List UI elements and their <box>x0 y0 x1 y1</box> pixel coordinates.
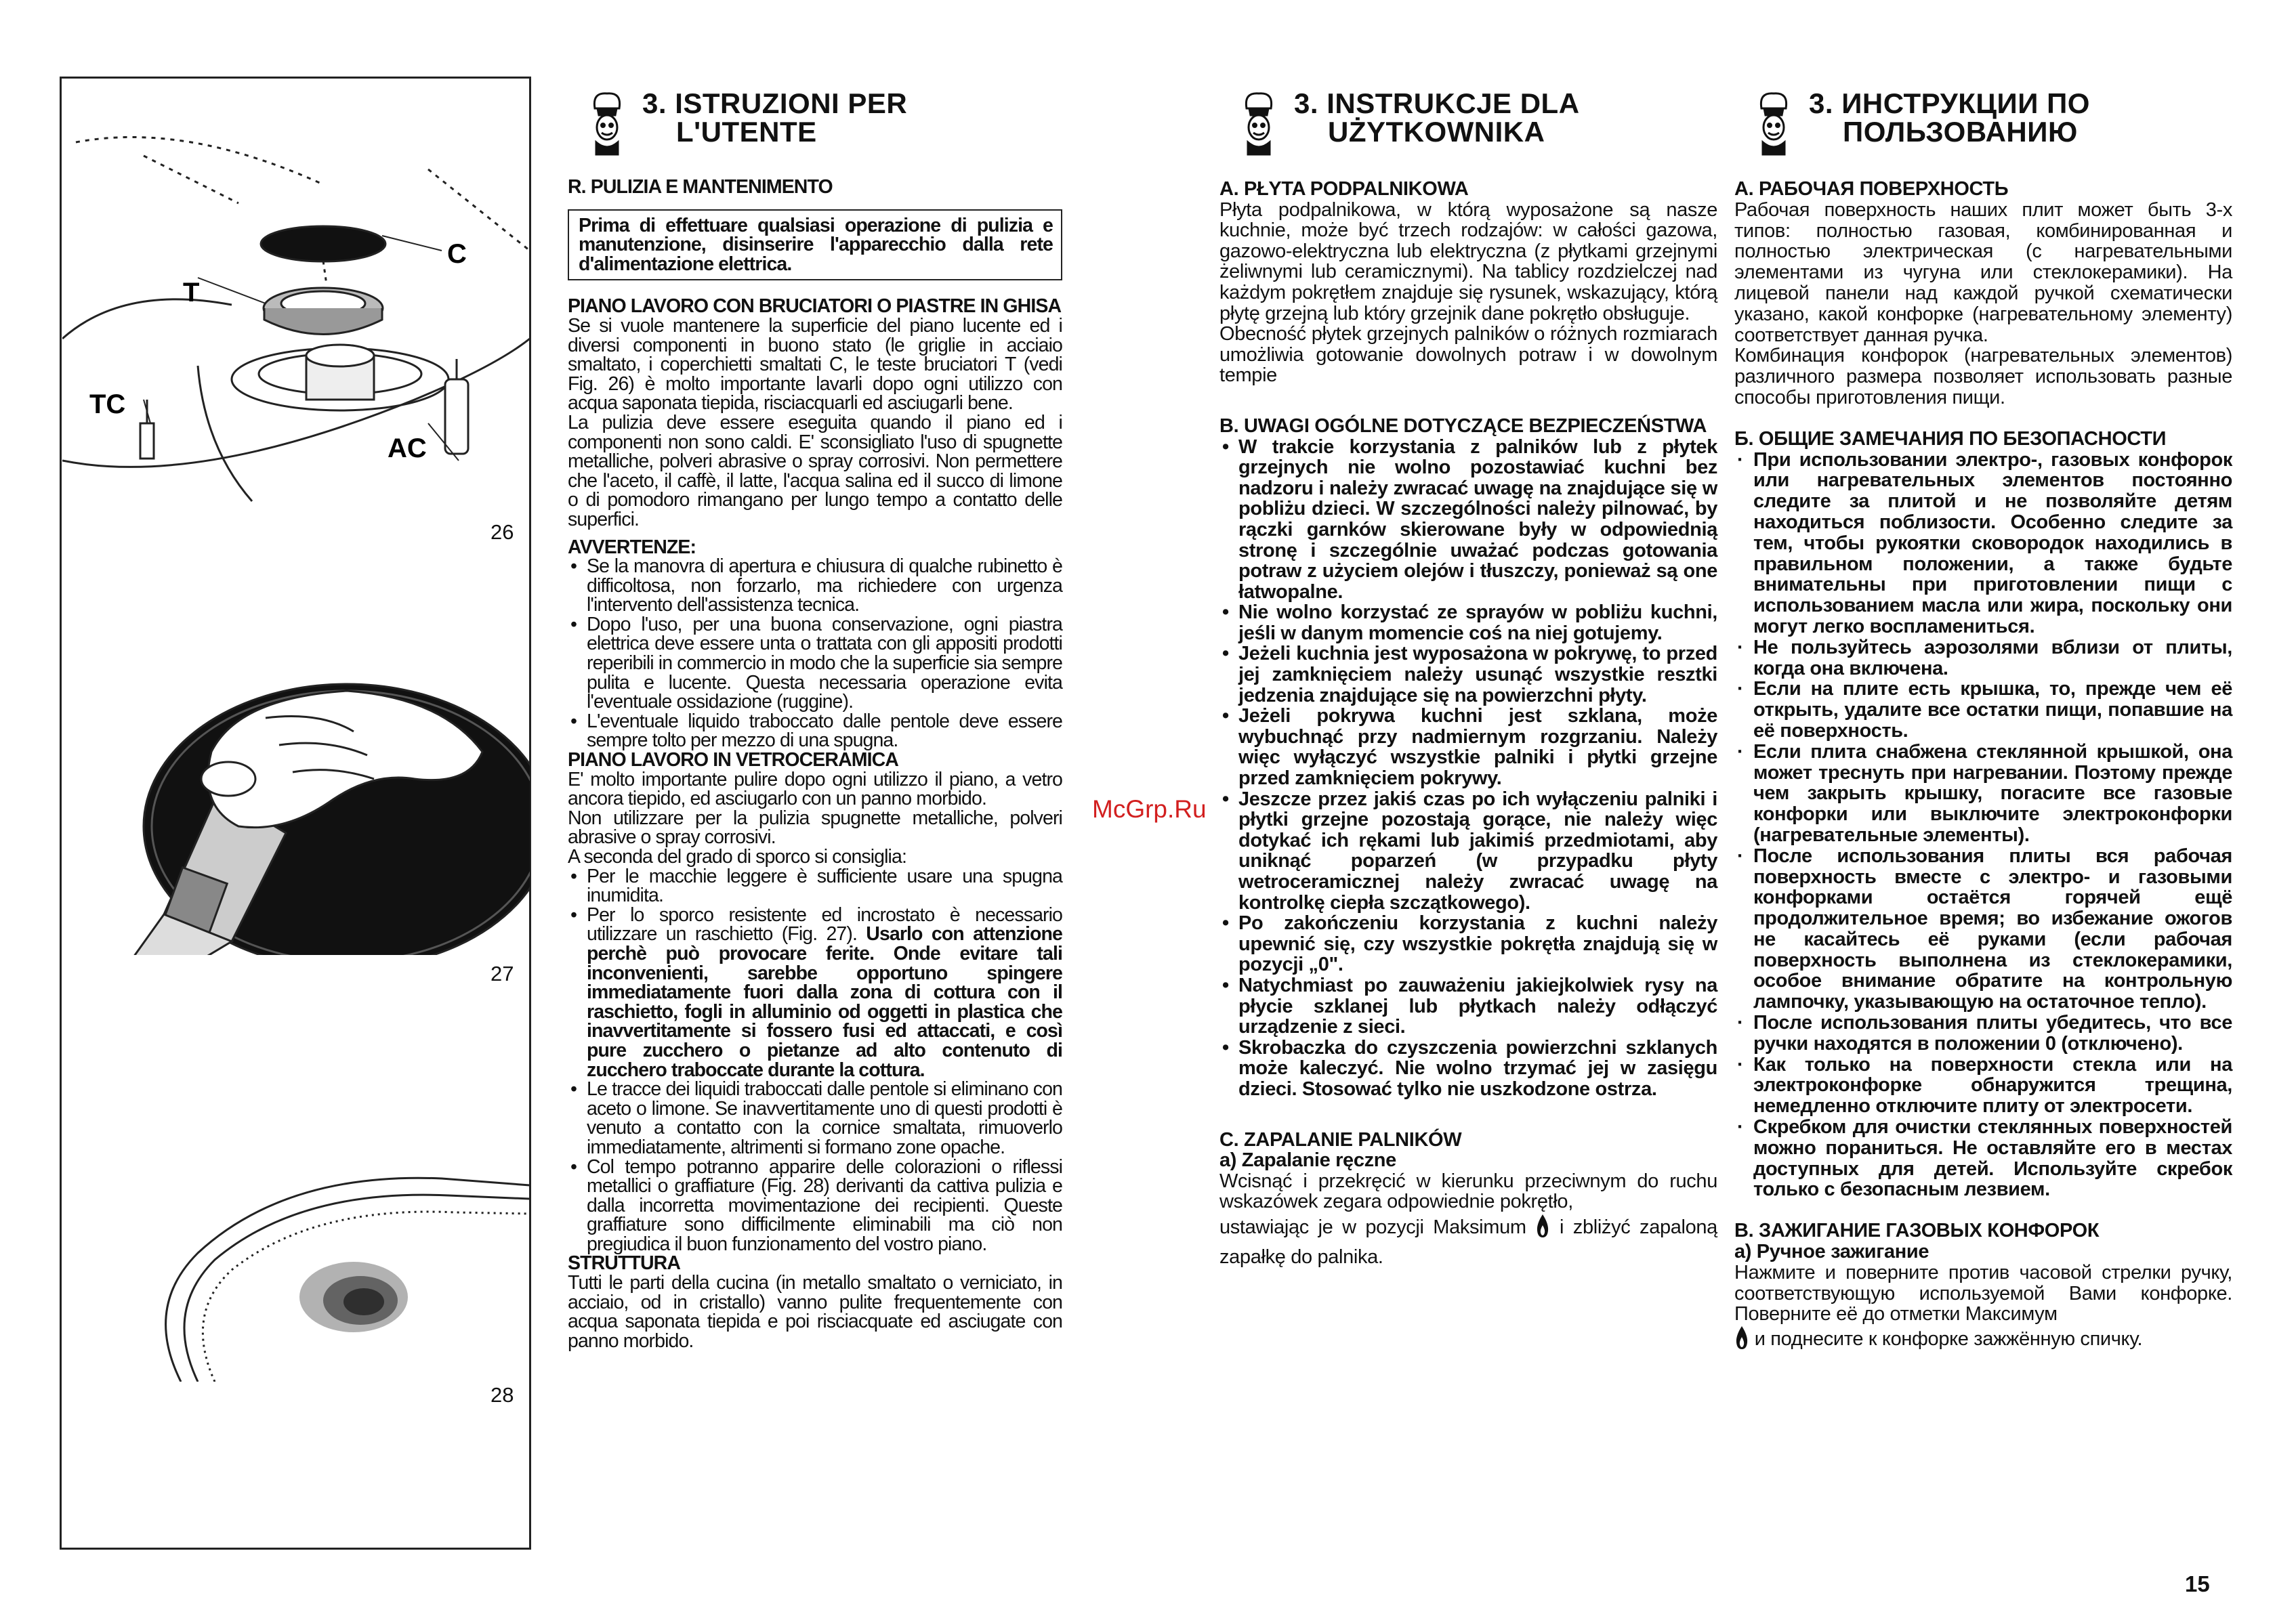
italian-warnings-list <box>568 557 1062 750</box>
polish-section-a: A. PŁYTA PODPALNIKOWA <box>1219 178 1469 200</box>
list-item: • W trakcie korzystania z palników lub z płytek grzejnych nie wolno pozostawiać kuchni bez nadzoru i należy zwracać uwagę na znajdujące się w pobliżu dzieci. W szczególności należy pilnować, by rączki garnków skierowane były w odpowiednią stronę i szczególnie uważać podczas gotowania potraw z użyciem olejów i tłuszczy, ponieważ są one łatwopalne. <box>1219 437 1717 603</box>
chef-icon <box>587 88 627 156</box>
italian-title-line2: L'UTENTE <box>676 116 817 148</box>
polish-paragraph-c1: Wcisnąć i przekręcić w kierunku przeciwnym do ruchu wskazówek zegara odpowiednie pokrętło, <box>1219 1170 1717 1213</box>
figure-28-number: 28 <box>490 1383 514 1407</box>
russian-title-line1: 3. ИНСТРУКЦИИ ПО <box>1809 87 2090 119</box>
italian-subheading-glass: PIANO LAVORO IN VETROCERAMICA <box>568 749 898 771</box>
italian-warning-box: Prima di effettuare qualsiasi operazione di pulizia e manutenzione, disinserire l'apparecchio dalla rete d'alimentazione elettrica. <box>568 209 1062 281</box>
figure-28 <box>62 1158 530 1382</box>
russian-subheading-manual: а) Ручное зажигание <box>1734 1241 1929 1263</box>
russian-section-b: Б. ОБЩИЕ ЗАМЕЧАНИЯ ПО БЕЗОПАСНОСТИ <box>1734 427 2167 450</box>
italian-paragraph-1: Se si vuole mantenere la superficie del piano lucente ed i diversi componenti in buono stato (le griglie in acciaio smaltato, i coperchietti smaltati C, le teste bruciatori T (vedi Fig. 26) è molto importante lavarli dopo ogni utilizzo con acqua saponata tiepida, risciacquarli ed asciugarli bene. <box>568 314 1062 415</box>
polish-title-line1: 3. INSTRUKCJE DLA <box>1294 87 1580 119</box>
list-item: • Skrobaczka do czyszczenia powierzchni szklanych może kaleczyć. Nie wolno trzymać jej w zasięgu dzieci. Stosować tylko nie uszkodzone ostrza. <box>1219 1038 1717 1100</box>
russian-paragraph-c1: Нажмите и поверните против часовой стрелки ручку, соответствующую используемой Вами конфорке. Поверните её до отметки Максимум <box>1734 1261 2232 1325</box>
polish-column <box>1219 88 1717 1272</box>
list-item: • Po zakończeniu korzystania z kuchni należy upewnić się, czy wszystkie pokrętła znajdują się w pozycji „0". <box>1219 913 1717 975</box>
list-item <box>568 906 1062 1080</box>
tip-2-warning: Usarlo con attenzione perchè può provocare ferite. Onde evitare tali inconvenienti, sarebbe opportuno spingere immediatamente fuori dalla zona di cottura con il raschietto, fogli in alluminio od oggetti in plastica che inavvertitamente si fossero fusi ed attaccati, e così pure zucchero o pietanze ad alto contenuto di zucchero traboccate durante la cottura. <box>587 923 1062 1081</box>
polish-title-line2: UŻYTKOWNIKA <box>1328 116 1545 148</box>
russian-title <box>1809 89 2090 146</box>
russian-c2-text: и поднесите к конфорке зажжённую спичку. <box>1754 1328 2143 1351</box>
russian-section-a: А. РАБОЧАЯ ПОВЕРХНОСТЬ <box>1734 178 2009 200</box>
russian-header <box>1734 88 2232 169</box>
list-item: • Nie wolno korzystać ze sprayów w pobliżu kuchni, jeśli w danym momencie coś na niej gotujemy. <box>1219 602 1717 643</box>
list-item: · Если на плите есть крышка, то, прежде чем её открыть, удалите все остатки пищи, попавшие на её поверхность. <box>1734 679 2232 741</box>
list-item: • Jeżeli kuchnia jest wyposażona w pokrywę, to przed jej zamknięciem należy usunąć wszystkie resztki jedzenia znajdujące się na powierzchni płyty. <box>1219 643 1717 706</box>
polish-paragraph-b: Obecność płytek grzejnych palników o różnych rozmiarach umożliwia gotowanie dowolnych potraw i w dowolnym tempie <box>1219 323 1717 387</box>
italian-paragraph-2: La pulizia deve essere eseguita quando il piano ed i componenti non sono caldi. E' sconsigliato l'uso di spugnette metalliche, polveri abrasive o spray corrosivi. Non permettere che l'aceto, il caffè, il latte, l'acqua salina ed il succo di limone o di pomodoro rimangano per lungo tempo a contatto delle superfici. <box>568 411 1062 530</box>
polish-subheading-manual: a) Zapalanie ręczne <box>1219 1149 1396 1172</box>
russian-safety-list <box>1734 450 2232 1201</box>
russian-paragraph-b: Комбинация конфорок (нагревательных элементов) различного размера позволяет использовать разные способы приготовления пищи. <box>1734 345 2232 408</box>
list-item: • Se la manovra di apertura e chiusura di qualche rubinetto è difficoltosa, non forzarlo, ma richiedere con urgenza l'intervento dell'assistenza tecnica. <box>568 557 1062 615</box>
glass-hob-illustration <box>62 1158 530 1382</box>
burner-illustration <box>62 81 530 528</box>
italian-section-r: R. PULIZIA E MANTENIMENTO <box>568 176 833 198</box>
russian-section-c: В. ЗАЖИГАНИЕ ГАЗОВЫХ КОНФОРОК <box>1734 1220 2100 1242</box>
page-number: 15 <box>2185 1571 2210 1596</box>
figure-26 <box>62 81 530 528</box>
list-item: · Как только на поверхности стекла или на электроконфорке обнаружится трещина, немедленно отключите плиту от электросети. <box>1734 1055 2232 1117</box>
italian-subheading-warnings: AVVERTENZE: <box>568 536 696 558</box>
list-item: • Jeżeli pokrywa kuchni jest szklana, może wybuchnąć przy nadmiernym rozgrzaniu. Należy więc wyłączyć wszystkie palniki i płytki grzejne przed zamknięciem pokrywy. <box>1219 706 1717 788</box>
italian-title-line1: 3. ISTRUZIONI PER <box>642 87 908 119</box>
russian-paragraph-a: Рабочая поверхность наших плит может быть 3-х типов: полностью газовая, комбинированная и полностью электрическая (с нагревательными элементами из чугуна или стеклокерамики). На лицевой панели над каждой ручкой схематически указано, какой конфорке (нагревательному элементу) соответствует данная ручка. <box>1734 198 2232 346</box>
watermark: McGrp.Ru <box>1092 795 1207 823</box>
flame-icon <box>1734 1325 1749 1351</box>
italian-paragraph-5: A seconda del grado di sporco si consiglia: <box>568 846 906 868</box>
figure-27 <box>62 671 530 955</box>
polish-title <box>1294 89 1580 146</box>
italian-title <box>642 89 907 146</box>
chef-icon <box>1753 88 1794 156</box>
polish-section-b: B. UWAGI OGÓLNE DOTYCZĄCE BEZPIECZEŃSTWA <box>1219 415 1707 437</box>
list-item: • Dopo l'uso, per una buona conservazione, ogni piastra elettrica deve essere unta o trattata con gli appositi prodotti reperibili in commercio in modo che la superficie sia sempre pulita e lucente. Questa necessaria operazione evita l'eventuale ossidazione (ruggine). <box>568 615 1062 712</box>
label-t: T <box>183 278 200 307</box>
list-item: · Скребком для очистки стеклянных поверхностей можно пораниться. Не оставляйте его в местах доступных для детей. Используйте скребок только с безопасным лезвием. <box>1734 1117 2232 1200</box>
list-item: • Jeszcze przez jakiś czas po ich wyłączeniu palniki i płytki grzejne pozostają gorące, nie należy więc dotykać ich rękami lub jakimiś przedmiotami, aby uniknąć poparzeń (w przypadku płyty wetroceramicznej należy zwracać uwagę na kontrolkę ciepła szczątkowego). <box>1219 789 1717 914</box>
polish-c2-text-a: ustawiając je w pozycji Maksimum <box>1219 1216 1526 1238</box>
figure-27-number: 27 <box>490 962 514 985</box>
polish-safety-list <box>1219 437 1717 1100</box>
figure-26-number: 26 <box>490 520 514 544</box>
italian-tips-list <box>568 867 1062 1254</box>
russian-title-line2: ПОЛЬЗОВАНИЮ <box>1843 116 2078 148</box>
italian-paragraph-3: E' molto importante pulire dopo ogni utilizzo il piano, a vetro ancora tiepido, ed asciugarlo con un panno morbido. <box>568 768 1062 810</box>
list-item: · Не пользуйтесь аэрозолями вблизи от плиты, когда она включена. <box>1734 637 2232 679</box>
scraper-illustration <box>62 671 530 955</box>
list-item: • Col tempo potranno apparire delle colorazioni o riflessi metallici o graffiature (Fig. 28) derivanti da cattiva pulizia e dalla incorretta movimentazione dei recipienti. Queste graffiature sono difficilmente eliminabili ma ciò non pregiudica il buon funzionamento del vostro piano. <box>568 1158 1062 1254</box>
label-ac: AC <box>388 433 427 463</box>
list-item: • Per le macchie leggere è sufficiente usare una spugna inumidita. <box>568 867 1062 906</box>
list-item: • Natychmiast po zauważeniu jakiejkolwiek rysy na płycie szklanej lub płytkach należy odłączyć urządzenie z sieci. <box>1219 975 1717 1038</box>
italian-column <box>568 88 1062 1351</box>
polish-header <box>1219 88 1717 169</box>
label-c: C <box>447 239 467 269</box>
label-tc: TC <box>89 389 126 419</box>
flame-icon <box>1535 1213 1550 1239</box>
polish-paragraph-a: Płyta podpalnikowa, w którą wyposażone są nasze kuchnie, może być trzech rodzajów: w całości gazowa, gazowo-elektryczna lub elektryczna (z płytkami grzejnymi żeliwnymi lub ceramicznymi). Na tablicy rozdzielczej nad każdym pokrętłem znajduje się rysunek, wskazujący, którą płytę grzejną lub który grzejnik dane pokrętło obsługuje. <box>1219 198 1717 324</box>
italian-subheading-cast-iron: PIANO LAVORO CON BRUCIATORI O PIASTRE IN GHISA <box>568 295 1062 318</box>
polish-c2-text-b: i zbliżyć zapaloną zapałkę do palnika. <box>1219 1216 1717 1268</box>
list-item: · Если плита снабжена стеклянной крышкой, она может треснуть при нагревании. Поэтому прежде чем закрыть крышку, погасите все газовые конфорки или выключите электроконфорки (нагревательные элементы). <box>1734 742 2232 846</box>
list-item: · После использования плиты убедитесь, что все ручки находятся в положении 0 (отключено). <box>1734 1013 2232 1055</box>
list-item: · При использовании электро-, газовых конфорок или нагревательных элементов постоянно следите за плитой и не позволяйте детям находиться поблизости. Особенно следите за тем, чтобы рукоятки сковородок находились в правильном положении, а также будьте внимательны при приготовлении пищи с использованием масла или жира, поскольку они могут легко воспламениться. <box>1734 450 2232 637</box>
italian-header <box>568 88 1062 169</box>
italian-paragraph-4: Non utilizzare per la pulizia spugnette metalliche, polveri abrasive o spray corrosivi. <box>568 807 1062 849</box>
italian-paragraph-6: Tutti le parti della cucina (in metallo smaltato o verniciato, in acciaio, od in cristallo) vanno pulite frequentemente con acqua saponata tiepida e poi risciacquate ed asciugate con panno morbido. <box>568 1272 1062 1352</box>
list-item: • L'eventuale liquido traboccato dalle pentole deve essere sempre tolto per mezzo di una spugna. <box>568 712 1062 750</box>
polish-section-c: C. ZAPALANIE PALNIKÓW <box>1219 1128 1462 1151</box>
russian-column <box>1734 88 2232 1351</box>
tip-2-text: Per lo sporco resistente ed incrostato è necessario utilizzare un raschietto (Fig. 27). <box>587 904 1062 946</box>
list-item: • Le tracce dei liquidi traboccati dalle pentole si eliminano con aceto o limone. Se inavvertitamente uno di questi prodotti è venuto a contatto con la cornice smaltata, rimuoverlo immediatamente, altrimenti si formano zone opache. <box>568 1080 1062 1157</box>
russian-paragraph-c2 <box>1734 1325 2232 1351</box>
polish-paragraph-c2 <box>1219 1212 1717 1272</box>
list-item: · После использования плиты вся рабочая поверхность вместе с электро- и газовыми конфорками остаётся горячей ещё продолжительное время; во избежание ожогов не касайтесь её руками (если рабочая поверхность выполнена из стеклокерамики, особое внимание обратите на контрольную лампочку, указывающую на остаточное тепло). <box>1734 846 2232 1013</box>
italian-subheading-structure: STRUTTURA <box>568 1252 681 1275</box>
chef-icon <box>1238 88 1279 156</box>
